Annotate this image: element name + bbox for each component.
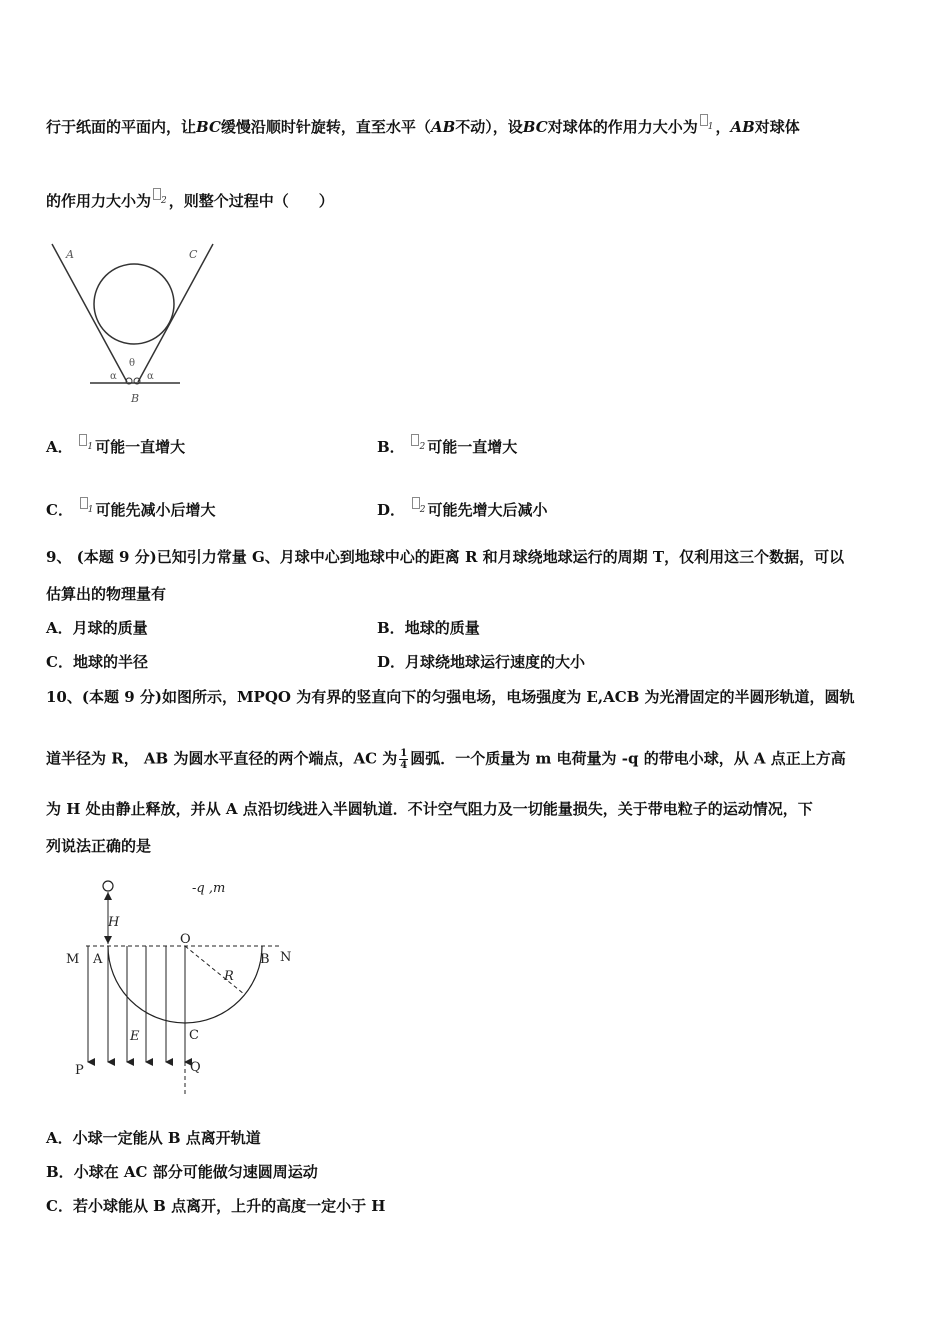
formula-placeholder (153, 188, 161, 200)
charge-mass-label: -q ,m (192, 881, 226, 896)
q8-stem-line2: 的作用力大小为 $^2$ ，则整个过程中（ ） (46, 188, 334, 211)
q9-option-a[interactable]: A．月球的质量 (46, 619, 148, 637)
height-arrow-up (104, 892, 112, 900)
q8-stem-line1: 行于纸面的平面内，让BC缓慢沿顺时针旋转，直至水平（AB不动），设BC对球体的作用力大小为 $^1$ ，AB对球体 (46, 114, 800, 137)
q8-figure (44, 236, 198, 408)
q9-stem-line1: 9、 (本题 9 分)已知引力常量 G、月球中心到地球中心的距离 R 和月球绕地球运行的周期 T，仅利用这三个数据，可以 (46, 548, 845, 566)
label-a: A (93, 952, 103, 967)
plank-bc (138, 244, 213, 382)
fraction-one-quarter: $\frac{1}{4}$ (400, 748, 408, 771)
q8-option-c[interactable]: C． $^1$ 可能先减小后增大 (46, 497, 215, 520)
formula-placeholder (700, 114, 708, 126)
q8-option-a[interactable]: A． $^1$ 可能一直增大 (46, 434, 185, 457)
q8-option-b[interactable]: B． $^2$ 可能一直增大 (377, 434, 517, 457)
q10-option-b[interactable]: B．小球在 AC 部分可能做匀速圆周运动 (46, 1163, 318, 1181)
q10-option-c[interactable]: C．若小球能从 B 点离开，上升的高度一定小于 H (46, 1197, 386, 1215)
label-m: M (66, 952, 80, 967)
label-o: O (180, 932, 191, 947)
formula-placeholder (412, 497, 420, 509)
q9-stem-line2: 估算出的物理量有 (46, 585, 167, 603)
label-n: N (280, 950, 292, 965)
q10-stem-line1: 10、(本题 9 分)如图所示，MPQO 为有界的竖直向下的匀强电场，电场强度为 E,ACB 为光滑固定的半圆形轨道，圆轨 (46, 688, 855, 706)
ball (94, 264, 174, 344)
label-alpha-left: α (110, 371, 117, 382)
label-e: E (130, 1029, 140, 1044)
charged-ball (103, 881, 113, 891)
q9-option-c[interactable]: C．地球的半径 (46, 653, 148, 671)
label-p: P (75, 1063, 84, 1078)
q9-option-b[interactable]: B．地球的质量 (377, 619, 480, 637)
radius-line (185, 946, 244, 994)
label-h: H (108, 915, 120, 930)
label-c: C (189, 1028, 199, 1043)
q10-stem-line2: 道半径为 R， AB 为圆水平直径的两个端点，AC 为 $\frac{1}{4}$ 圆弧．一个质量为 m 电荷量为 -q 的带电小球，从 A 点正上方高 (46, 748, 846, 771)
q10-option-a[interactable]: A．小球一定能从 B 点离开轨道 (46, 1129, 261, 1147)
q10-figure (60, 868, 310, 1098)
label-q: Q (190, 1060, 201, 1075)
label-theta: θ (129, 358, 136, 369)
q10-stem-line3: 为 H 处由静止释放，并从 A 点沿切线进入半圆轨道．不计空气阻力及一切能量损失，关于带电粒子的运动情况，下 (46, 800, 813, 818)
label-r: R (224, 969, 234, 984)
q9-option-d[interactable]: D．月球绕地球运行速度的大小 (377, 653, 586, 671)
label-b: B (131, 392, 140, 405)
label-alpha-right: α (147, 371, 154, 382)
plank-ab (52, 244, 127, 382)
label-c: C (189, 248, 198, 261)
q10-stem-line4: 列说法正确的是 (46, 837, 152, 855)
formula-placeholder (80, 497, 88, 509)
q8-option-d[interactable]: D． $^2$ 可能先增大后减小 (377, 497, 548, 520)
label-a: A (66, 248, 74, 261)
height-arrow-down (104, 936, 112, 944)
label-b: B (260, 952, 270, 967)
